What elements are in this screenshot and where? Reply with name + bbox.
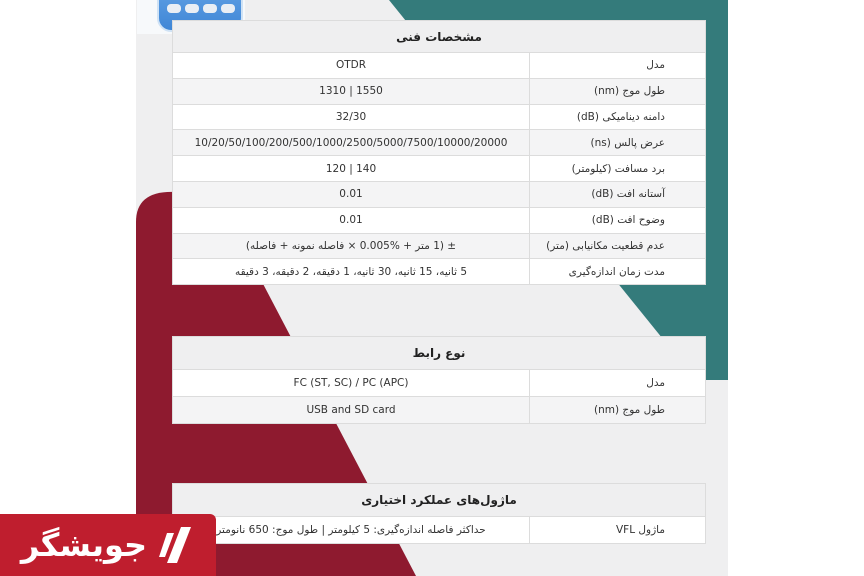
- table-row: [173, 156, 705, 182]
- device-button: [203, 4, 217, 13]
- spec-value-pulse-width: 10/20/50/100/200/500/1000/2500/5000/7500/10000/20000: [173, 130, 530, 155]
- table-row: [173, 370, 705, 397]
- connector-label-model: مدل: [646, 377, 665, 389]
- spec-label-measurement-time: مدت زمان اندازه‌گیری: [568, 265, 665, 278]
- spec-label-distance-range: برد مسافت (کیلومتر): [571, 162, 665, 175]
- optional-label-vfl: ماژول VFL: [615, 524, 665, 536]
- spec-label-dynamic-range: دامنه دینامیکی (dB): [576, 110, 665, 123]
- spec-value-loss-threshold: 0.01: [173, 182, 530, 207]
- table-row: [173, 79, 705, 105]
- brand-logo-text: جویشگر: [20, 526, 148, 564]
- spec-label-pulse-width: عرض پالس (ns): [590, 136, 665, 149]
- brand-logo[interactable]: [0, 514, 216, 576]
- spec-value-loss-resolution: 0.01: [173, 208, 530, 233]
- spec-value-model: OTDR: [173, 53, 530, 78]
- spec-label-location-uncertainty: عدم قطعیت مکانیابی (متر): [546, 239, 665, 252]
- connector-value-wavelength: USB and SD card: [173, 397, 530, 423]
- table-row: [173, 182, 705, 208]
- connector-label-wavelength: طول موج (nm): [593, 404, 665, 416]
- spec-value-location-uncertainty: ± (1 متر + %0.005 × فاصله نمونه + فاصله): [173, 234, 530, 259]
- optional-modules-title: ماژول‌های عملکرد اختیاری: [173, 484, 705, 517]
- brand-logo-inner: [21, 525, 195, 565]
- optional-modules-table: [172, 483, 706, 544]
- spec-value-dynamic-range: 32/30: [173, 105, 530, 130]
- table-row: [173, 130, 705, 156]
- table-row: [173, 105, 705, 131]
- specs-table: [172, 20, 706, 285]
- joyeshgar-logo-icon: [157, 525, 195, 565]
- spec-value-measurement-time: 5 ثانیه، 15 ثانیه، 30 ثانیه، 1 دقیقه، 2 دقیقه، 3 دقیقه: [173, 259, 530, 284]
- connector-table: [172, 336, 706, 424]
- spec-label-model: مدل: [646, 59, 665, 72]
- spec-label-loss-threshold: آستانه افت (dB): [591, 188, 665, 201]
- table-row: [173, 234, 705, 260]
- device-button: [221, 4, 235, 13]
- device-button: [185, 4, 199, 13]
- connector-value-model: FC (ST, SC) / PC (APC): [173, 370, 530, 396]
- table-row: [173, 397, 705, 423]
- table-row: [173, 208, 705, 234]
- connector-table-title: نوع رابط: [173, 337, 705, 370]
- spec-value-distance-range: 120 | 140: [173, 156, 530, 181]
- specs-table-title: مشخصات فنی: [173, 21, 705, 53]
- table-row: [173, 259, 705, 284]
- spec-label-loss-resolution: وضوح افت (dB): [591, 214, 665, 227]
- spec-value-wavelength: 1310 | 1550: [173, 79, 530, 104]
- device-button: [167, 4, 181, 13]
- spec-label-wavelength: طول موج (nm): [593, 85, 665, 98]
- optional-value-vfl: حداکثر فاصله اندازه‌گیری: 5 کیلومتر | طول موج: 650 نانومتر: [173, 517, 530, 543]
- table-row: [173, 517, 705, 543]
- table-row: [173, 53, 705, 79]
